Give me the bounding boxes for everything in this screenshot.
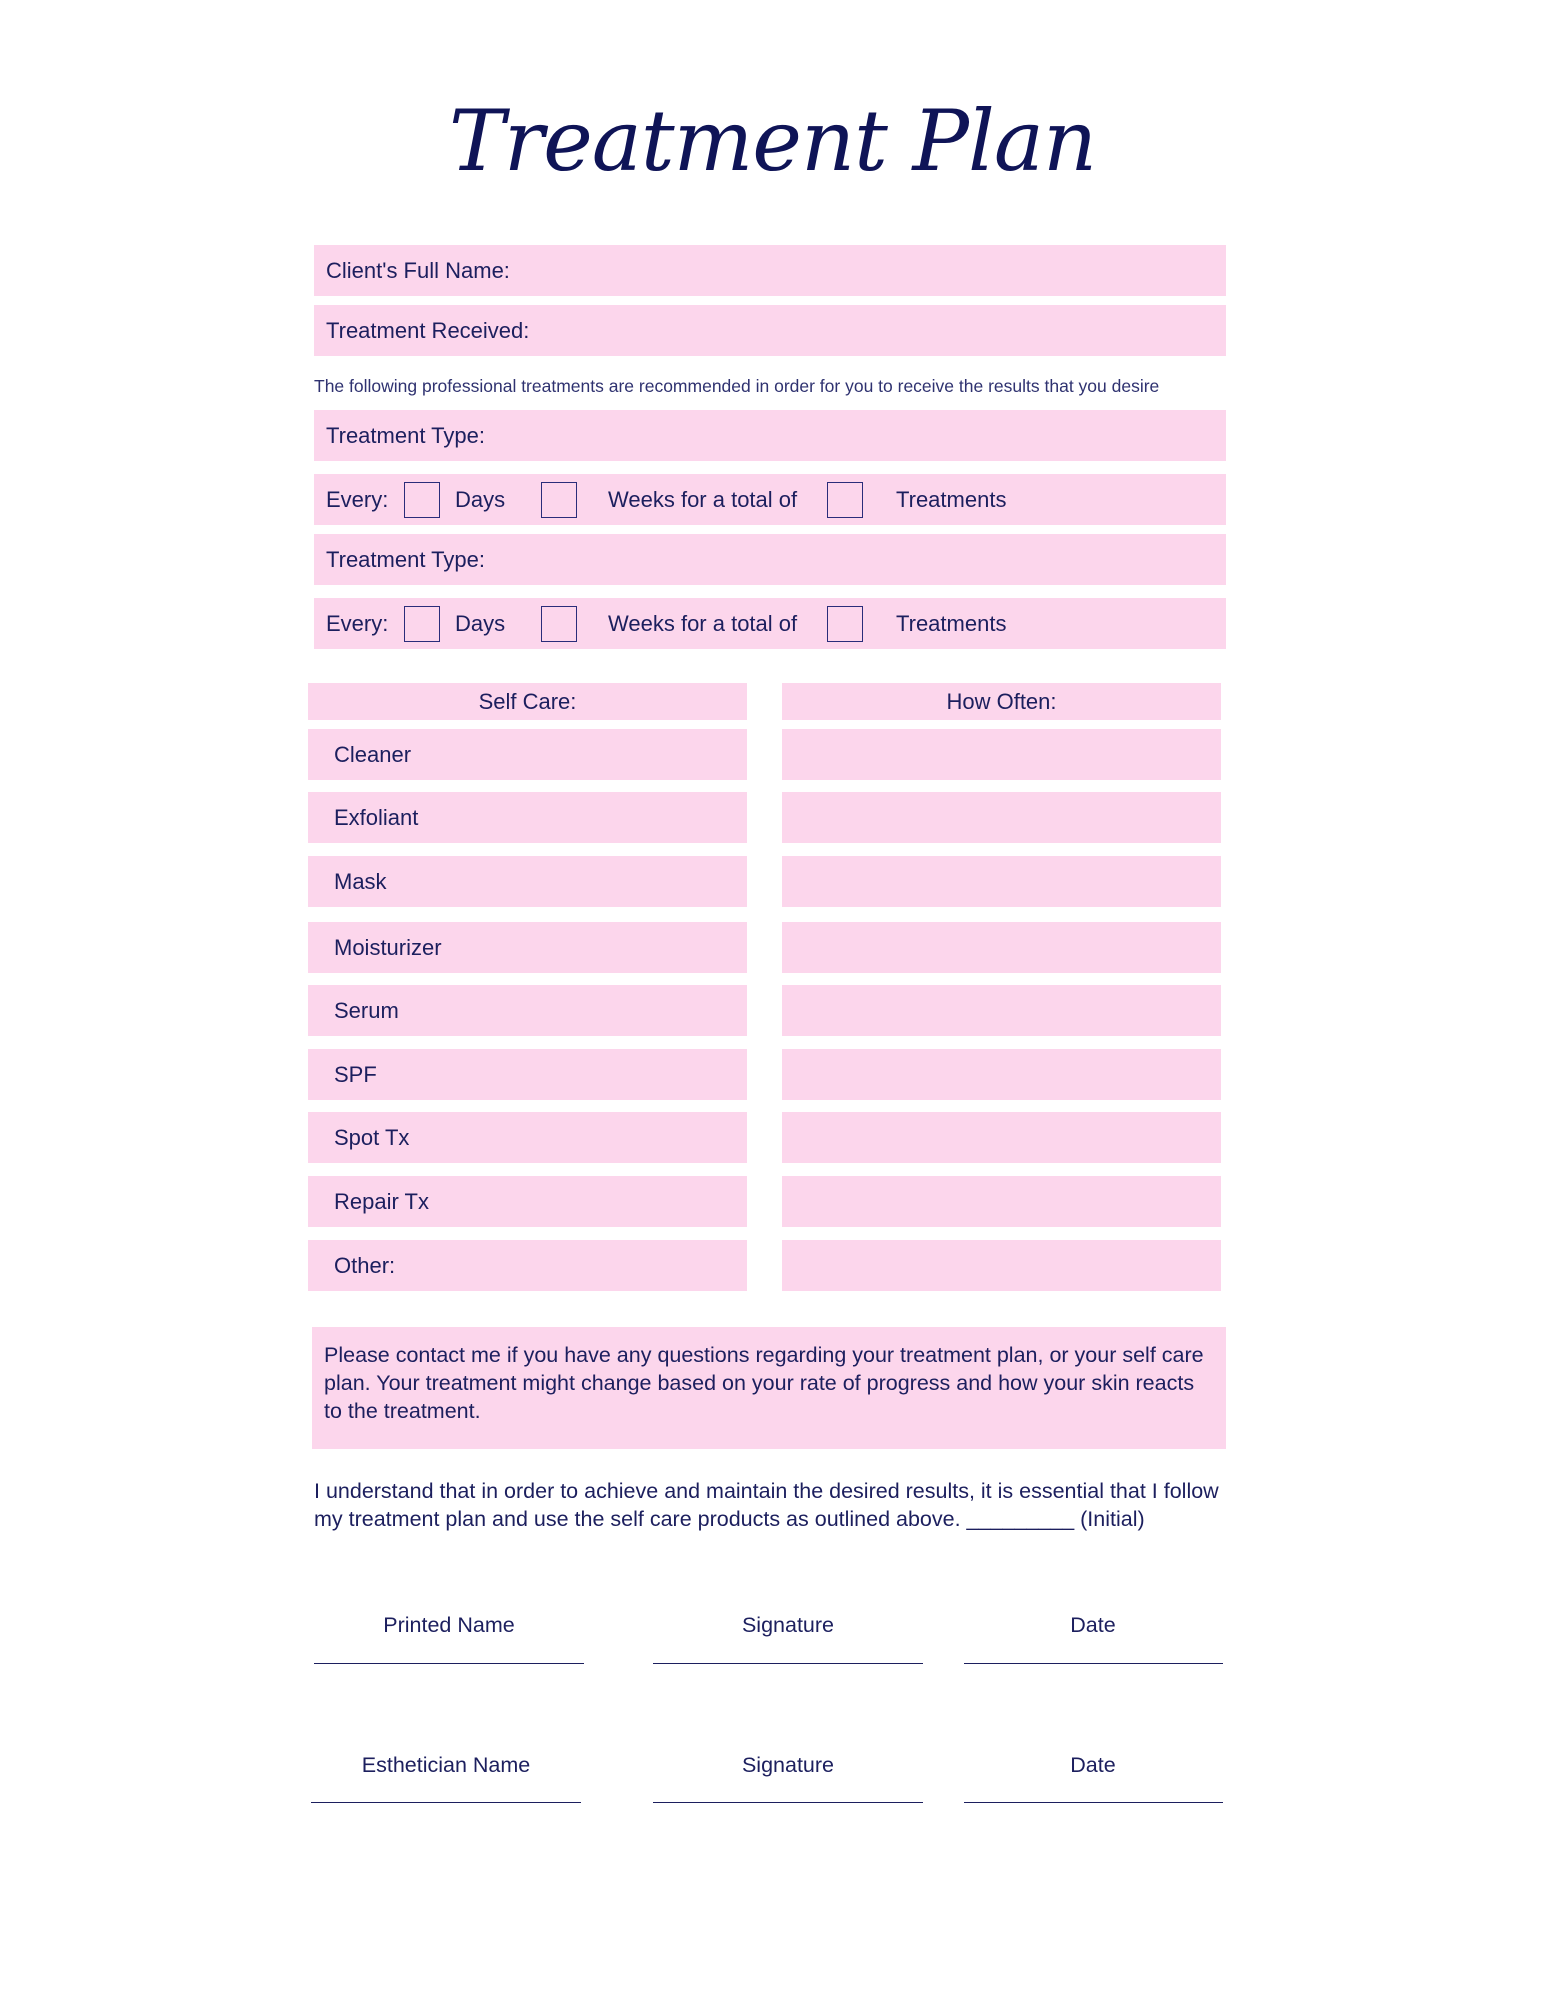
self-care-item-mask xyxy=(308,856,747,907)
how-often-field-moisturizer[interactable] xyxy=(782,922,1221,973)
how-often-field-other[interactable] xyxy=(782,1240,1221,1291)
self-care-item-spot-tx xyxy=(308,1112,747,1163)
self-care-item-label: Exfoliant xyxy=(334,804,419,830)
esthetician-name-label: Esthetician Name xyxy=(361,1753,531,1777)
self-care-item-label: Cleaner xyxy=(334,741,412,767)
printed-name-label: Printed Name xyxy=(383,1613,515,1637)
client-date-label: Date xyxy=(1070,1613,1116,1637)
total-treatments-checkbox[interactable] xyxy=(827,606,863,642)
self-care-item-label: Serum xyxy=(334,997,399,1023)
self-care-item-label: Moisturizer xyxy=(334,934,442,960)
contact-note xyxy=(312,1327,1226,1449)
esthetician-date-label: Date xyxy=(1070,1753,1116,1777)
how-often-field-spf[interactable] xyxy=(782,1049,1221,1100)
client-name-label: Client's Full Name: xyxy=(326,257,510,283)
self-care-item-label: Repair Tx xyxy=(334,1188,429,1214)
days-label: Days xyxy=(455,610,506,636)
treatment-type-label: Treatment Type: xyxy=(326,422,485,448)
how-often-field-spot-tx[interactable] xyxy=(782,1112,1221,1163)
how-often-header-label: How Often: xyxy=(946,688,1057,714)
client-date-line[interactable] xyxy=(964,1663,1223,1664)
self-care-item-label: Other: xyxy=(334,1252,396,1278)
esthetician-signature-line[interactable] xyxy=(653,1802,923,1803)
self-care-header-label: Self Care: xyxy=(478,688,577,714)
treatments-label: Treatments xyxy=(896,486,1007,512)
client-name-field[interactable] xyxy=(314,245,1226,296)
how-often-field-cleaner[interactable] xyxy=(782,729,1221,780)
treatment-type-label: Treatment Type: xyxy=(326,546,485,572)
self-care-item-other xyxy=(308,1240,747,1291)
esthetician-name-line[interactable] xyxy=(311,1802,581,1803)
days-label: Days xyxy=(455,486,506,512)
how-often-field-exfoliant[interactable] xyxy=(782,792,1221,843)
treatment-received-field[interactable] xyxy=(314,305,1226,356)
total-treatments-checkbox[interactable] xyxy=(827,482,863,518)
how-often-header xyxy=(782,683,1221,720)
self-care-item-label: Spot Tx xyxy=(334,1124,410,1150)
printed-name-line[interactable] xyxy=(314,1663,584,1664)
page-title: Treatment Plan xyxy=(448,92,1097,190)
frequency-row-1 xyxy=(314,474,1226,525)
self-care-item-cleaner xyxy=(308,729,747,780)
weeks-label: Weeks for a total of xyxy=(608,486,798,512)
contact-note-text: Please contact me if you have any questions regarding your treatment plan, or your self care plan. Your treatment might change based on your rate of progress and how your skin reacts to the treatment. xyxy=(324,1343,1204,1423)
self-care-header xyxy=(308,683,747,720)
how-often-field-mask[interactable] xyxy=(782,856,1221,907)
weeks-label: Weeks for a total of xyxy=(608,610,798,636)
esthetician-signature-label: Signature xyxy=(741,1753,835,1777)
weeks-checkbox[interactable] xyxy=(541,482,577,518)
client-signature-line[interactable] xyxy=(653,1663,923,1664)
self-care-item-exfoliant xyxy=(308,792,747,843)
self-care-item-serum xyxy=(308,985,747,1036)
self-care-item-moisturizer xyxy=(308,922,747,973)
how-often-field-serum[interactable] xyxy=(782,985,1221,1036)
treatment-type-field-2[interactable] xyxy=(314,534,1226,585)
self-care-item-repair-tx xyxy=(308,1176,747,1227)
esthetician-date-line[interactable] xyxy=(964,1802,1223,1803)
how-often-field-repair-tx[interactable] xyxy=(782,1176,1221,1227)
days-checkbox[interactable] xyxy=(404,606,440,642)
every-label: Every: xyxy=(326,486,389,512)
self-care-item-label: Mask xyxy=(334,868,387,894)
every-label: Every: xyxy=(326,610,389,636)
treatment-received-label: Treatment Received: xyxy=(326,317,530,343)
treatments-label: Treatments xyxy=(896,610,1007,636)
frequency-row-2 xyxy=(314,598,1226,649)
client-signature-label: Signature xyxy=(741,1613,835,1637)
self-care-item-spf xyxy=(308,1049,747,1100)
weeks-checkbox[interactable] xyxy=(541,606,577,642)
treatment-type-field-1[interactable] xyxy=(314,410,1226,461)
days-checkbox[interactable] xyxy=(404,482,440,518)
acknowledgement-text: I understand that in order to achieve and maintain the desired results, it is essential that I follow my treatment plan and use the self care products as outlined above. _________ (Initial) xyxy=(314,1479,1219,1531)
recommendation-note: The following professional treatments are recommended in order for you to receive the results that you desire xyxy=(314,376,1160,396)
self-care-item-label: SPF xyxy=(334,1061,377,1087)
